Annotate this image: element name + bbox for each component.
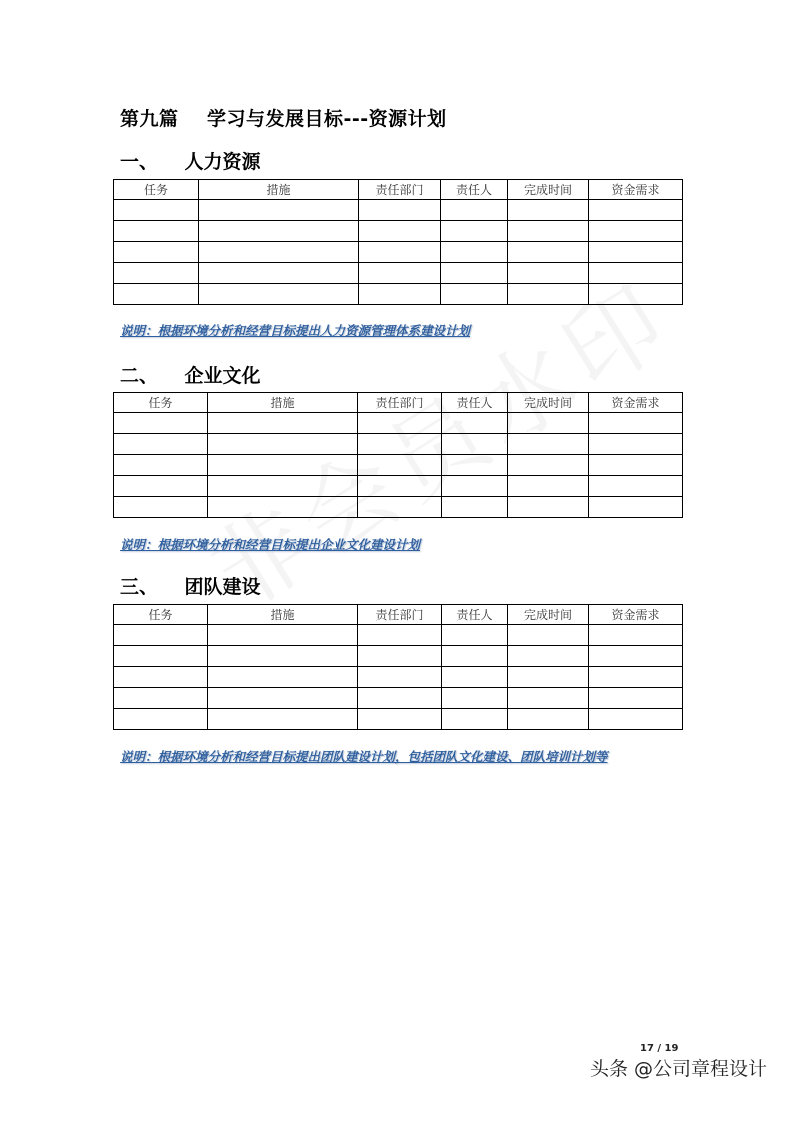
- table-row: [114, 667, 683, 688]
- table-cell[interactable]: [114, 284, 199, 305]
- table-cell[interactable]: [358, 625, 442, 646]
- table-cell[interactable]: [442, 455, 508, 476]
- table-cell[interactable]: [199, 263, 359, 284]
- table-cell[interactable]: [508, 709, 589, 730]
- table-cell[interactable]: [442, 646, 508, 667]
- table-row: [114, 434, 683, 455]
- table-cell[interactable]: [589, 709, 683, 730]
- table-row: [114, 709, 683, 730]
- table-cell[interactable]: [508, 646, 589, 667]
- table-cell[interactable]: [589, 413, 683, 434]
- table-cell[interactable]: [114, 709, 208, 730]
- column-header-measures: 措施: [199, 180, 359, 200]
- table-cell[interactable]: [441, 284, 508, 305]
- table-cell[interactable]: [114, 625, 208, 646]
- column-header-deadline: 完成时间: [508, 180, 589, 200]
- table-cell[interactable]: [114, 497, 208, 518]
- table-cell[interactable]: [442, 709, 508, 730]
- table-cell[interactable]: [589, 221, 683, 242]
- table-cell[interactable]: [508, 284, 589, 305]
- table-cell[interactable]: [114, 200, 199, 221]
- table-cell[interactable]: [358, 688, 442, 709]
- column-header-deadline: 完成时间: [508, 393, 589, 413]
- table-cell[interactable]: [114, 263, 199, 284]
- table-cell[interactable]: [589, 667, 683, 688]
- table-row: [114, 455, 683, 476]
- table-cell[interactable]: [441, 242, 508, 263]
- page-title: 第九篇 学习与发展目标---资源计划: [120, 108, 447, 130]
- table-cell[interactable]: [359, 284, 441, 305]
- section-heading-corporate-culture: 二、 企业文化: [120, 365, 261, 387]
- table-cell[interactable]: [208, 709, 358, 730]
- table-cell[interactable]: [208, 625, 358, 646]
- section-note-team-building: 说明：根据环境分析和经营目标提出团队建设计划，包括团队文化建设、团队培训计划等: [120, 749, 608, 764]
- table-cell[interactable]: [508, 688, 589, 709]
- table-cell[interactable]: [442, 413, 508, 434]
- table-row: [114, 200, 683, 221]
- table-cell[interactable]: [589, 200, 683, 221]
- table-cell[interactable]: [358, 434, 442, 455]
- column-header-department: 责任部门: [359, 180, 441, 200]
- table-row: [114, 625, 683, 646]
- table-row: [114, 476, 683, 497]
- table-header-row: [114, 605, 683, 625]
- table-cell[interactable]: [208, 688, 358, 709]
- column-header-task: 任务: [114, 393, 208, 413]
- table-cell[interactable]: [508, 263, 589, 284]
- table-cell[interactable]: [208, 434, 358, 455]
- table-cell[interactable]: [359, 200, 441, 221]
- table-cell[interactable]: [114, 413, 208, 434]
- table-row: [114, 242, 683, 263]
- table-cell[interactable]: [589, 688, 683, 709]
- section-heading-human-resources: 一、 人力资源: [120, 151, 261, 173]
- table-cell[interactable]: [508, 413, 589, 434]
- table-cell[interactable]: [208, 413, 358, 434]
- table-cell[interactable]: [589, 263, 683, 284]
- table-cell[interactable]: [208, 476, 358, 497]
- table-cell[interactable]: [114, 646, 208, 667]
- table-cell[interactable]: [508, 200, 589, 221]
- column-header-funding: 资金需求: [589, 180, 683, 200]
- column-header-owner: 责任人: [442, 393, 508, 413]
- table-row: [114, 413, 683, 434]
- table-cell[interactable]: [589, 476, 683, 497]
- table-cell[interactable]: [358, 646, 442, 667]
- table-cell[interactable]: [358, 476, 442, 497]
- table-cell[interactable]: [508, 242, 589, 263]
- table-cell[interactable]: [442, 476, 508, 497]
- section-heading-team-building: 三、 团队建设: [120, 576, 261, 598]
- table-cell[interactable]: [114, 434, 208, 455]
- table-cell[interactable]: [199, 242, 359, 263]
- table-cell[interactable]: [199, 221, 359, 242]
- table-cell[interactable]: [199, 284, 359, 305]
- table-cell[interactable]: [208, 497, 358, 518]
- table-cell[interactable]: [208, 646, 358, 667]
- table-cell[interactable]: [358, 455, 442, 476]
- table-cell[interactable]: [508, 625, 589, 646]
- table-cell[interactable]: [508, 667, 589, 688]
- table-cell[interactable]: [442, 667, 508, 688]
- table-row: [114, 284, 683, 305]
- table-cell[interactable]: [508, 497, 589, 518]
- table-row: [114, 497, 683, 518]
- table-cell[interactable]: [441, 200, 508, 221]
- table-cell[interactable]: [442, 497, 508, 518]
- table-row: [114, 263, 683, 284]
- table-cell[interactable]: [199, 200, 359, 221]
- table-cell[interactable]: [441, 221, 508, 242]
- table-header-row: [114, 180, 683, 200]
- column-header-department: 责任部门: [358, 393, 442, 413]
- plan-table-human-resources: [113, 179, 683, 305]
- table-cell[interactable]: [358, 667, 442, 688]
- table-row: [114, 688, 683, 709]
- table-cell[interactable]: [114, 667, 208, 688]
- table-cell[interactable]: [589, 497, 683, 518]
- table-cell[interactable]: [114, 242, 199, 263]
- column-header-owner: 责任人: [442, 605, 508, 625]
- table-cell[interactable]: [114, 221, 199, 242]
- column-header-deadline: 完成时间: [508, 605, 589, 625]
- table-row: [114, 646, 683, 667]
- column-header-measures: 措施: [208, 605, 358, 625]
- table-cell[interactable]: [589, 434, 683, 455]
- table-cell[interactable]: [589, 646, 683, 667]
- column-header-funding: 资金需求: [589, 393, 683, 413]
- table-cell[interactable]: [208, 455, 358, 476]
- column-header-task: 任务: [114, 605, 208, 625]
- table-cell[interactable]: [358, 709, 442, 730]
- table-cell[interactable]: [589, 284, 683, 305]
- section-note-corporate-culture: 说明：根据环境分析和经营目标提出企业文化建设计划: [120, 537, 421, 552]
- table-cell[interactable]: [508, 434, 589, 455]
- table-cell[interactable]: [441, 263, 508, 284]
- column-header-funding: 资金需求: [589, 605, 683, 625]
- table-cell[interactable]: [208, 667, 358, 688]
- table-cell[interactable]: [442, 688, 508, 709]
- table-cell[interactable]: [359, 242, 441, 263]
- table-cell[interactable]: [508, 221, 589, 242]
- table-cell[interactable]: [114, 688, 208, 709]
- table-cell[interactable]: [508, 455, 589, 476]
- table-cell[interactable]: [358, 497, 442, 518]
- table-cell[interactable]: [589, 455, 683, 476]
- column-header-task: 任务: [114, 180, 199, 200]
- column-header-owner: 责任人: [441, 180, 508, 200]
- source-credit: 头条 @公司章程设计: [590, 1058, 768, 1080]
- table-cell[interactable]: [114, 455, 208, 476]
- table-cell[interactable]: [114, 476, 208, 497]
- table-cell[interactable]: [589, 242, 683, 263]
- table-cell[interactable]: [359, 263, 441, 284]
- column-header-measures: 措施: [208, 393, 358, 413]
- plan-table-corporate-culture: [113, 392, 683, 518]
- table-row: [114, 221, 683, 242]
- page-number: 17 / 19: [640, 1043, 679, 1054]
- table-cell[interactable]: [442, 434, 508, 455]
- table-cell[interactable]: [589, 625, 683, 646]
- table-cell[interactable]: [359, 221, 441, 242]
- section-note-human-resources: 说明：根据环境分析和经营目标提出人力资源管理体系建设计划: [120, 323, 471, 338]
- table-header-row: [114, 393, 683, 413]
- plan-table-team-building: [113, 604, 683, 730]
- table-cell[interactable]: [442, 625, 508, 646]
- column-header-department: 责任部门: [358, 605, 442, 625]
- table-cell[interactable]: [508, 476, 589, 497]
- table-cell[interactable]: [358, 413, 442, 434]
